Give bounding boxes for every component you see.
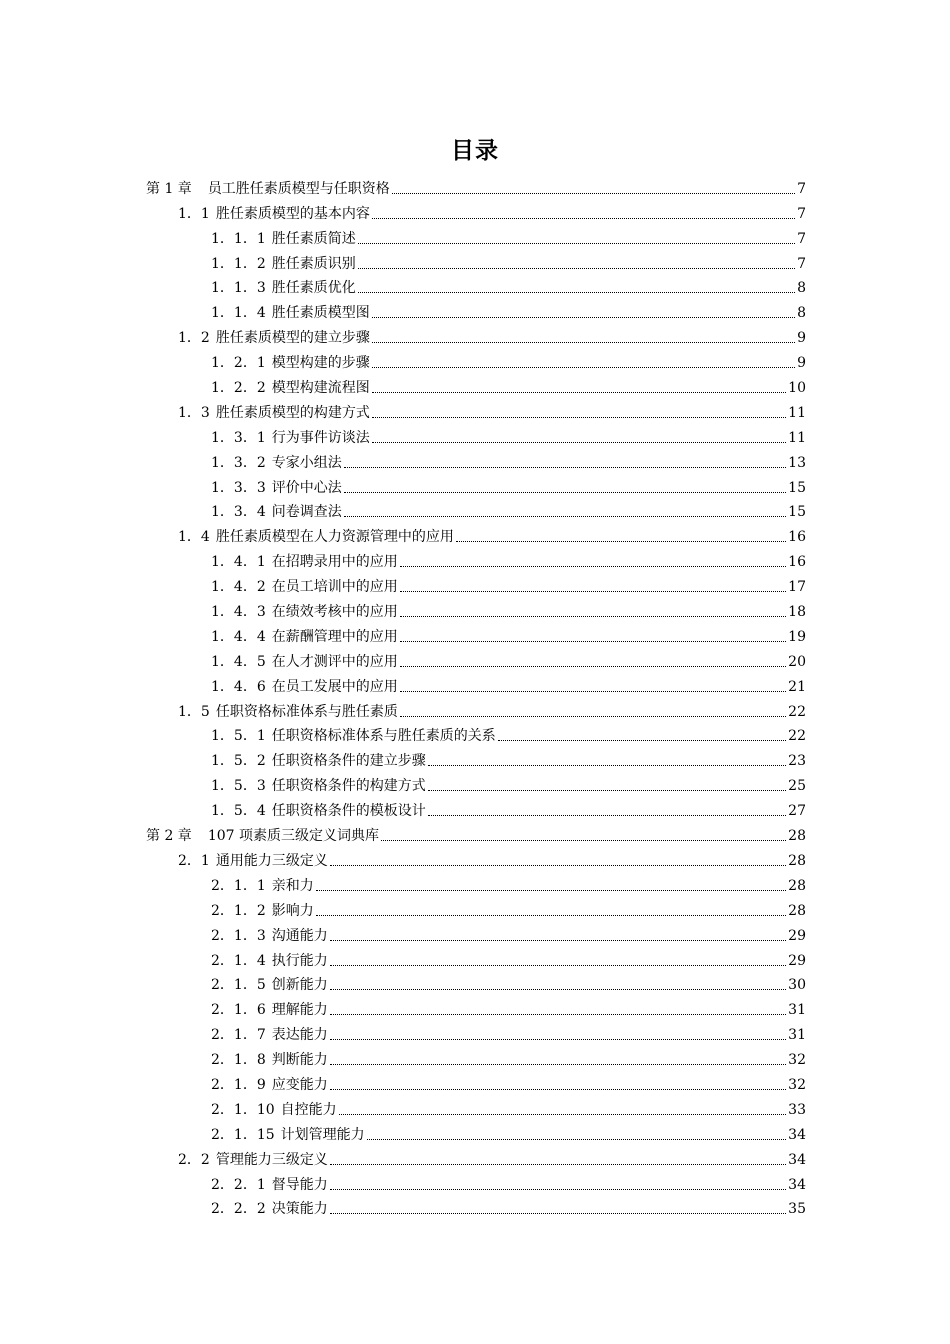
toc-page-number: 29 [788, 952, 806, 969]
toc-page-number: 9 [797, 355, 806, 372]
toc-entry-title: 任职资格条件的模板设计 [271, 803, 426, 820]
toc-subsection-entry[interactable] [0, 921, 950, 946]
toc-page-number: 34 [788, 1126, 806, 1143]
toc-entry-title: 督导能力 [271, 1176, 328, 1193]
toc-section-entry[interactable] [0, 199, 950, 224]
toc-dot-leader [372, 317, 795, 318]
toc-subsection-entry[interactable] [0, 298, 950, 323]
toc-entry-number: 1．1．3 [211, 280, 266, 297]
toc-page-number: 22 [788, 728, 806, 745]
toc-page-number: 28 [788, 828, 806, 845]
toc-entry-number: 2．1．3 [211, 927, 266, 944]
toc-entry-title: 判断能力 [271, 1052, 328, 1069]
toc-dot-leader [330, 1014, 786, 1015]
toc-entry-number: 1．1．2 [211, 255, 266, 272]
toc-dot-leader [358, 243, 795, 244]
toc-dot-leader [330, 989, 786, 990]
toc-entry-title: 在招聘录用中的应用 [271, 554, 398, 571]
toc-entry-title: 理解能力 [271, 1002, 328, 1019]
toc-dot-leader [344, 492, 786, 493]
toc-page-number: 7 [797, 180, 806, 197]
toc-subsection-entry[interactable] [0, 896, 950, 921]
toc-subsection-entry[interactable] [0, 373, 950, 398]
toc-page-number: 33 [788, 1101, 806, 1118]
toc-entry-number: 第 1 章 [146, 180, 192, 197]
toc-subsection-entry[interactable] [0, 647, 950, 672]
toc-page-number: 8 [797, 305, 806, 322]
toc-entry-title: 模型构建流程图 [271, 380, 370, 397]
toc-dot-leader [498, 740, 786, 741]
toc-dot-leader [381, 840, 786, 841]
toc-entry-number: 第 2 章 [146, 828, 192, 845]
toc-page-number: 31 [788, 1027, 806, 1044]
toc-entry-number: 2．2．1 [211, 1176, 266, 1193]
toc-entry-title: 沟通能力 [271, 927, 328, 944]
toc-subsection-entry[interactable] [0, 498, 950, 523]
toc-entry-title: 胜任素质模型在人力资源管理中的应用 [215, 529, 454, 546]
toc-entry-number: 1．4．6 [211, 678, 266, 695]
toc-dot-leader [367, 1139, 787, 1140]
toc-dot-leader [428, 765, 786, 766]
toc-page-number: 16 [788, 529, 806, 546]
toc-subsection-entry[interactable] [0, 473, 950, 498]
toc-subsection-entry[interactable] [0, 946, 950, 971]
toc-entry-title: 在绩效考核中的应用 [271, 604, 398, 621]
toc-entry-title: 计划管理能力 [280, 1126, 365, 1143]
toc-dot-leader [344, 516, 786, 517]
toc-page-number: 32 [788, 1076, 806, 1093]
toc-dot-leader [400, 566, 786, 567]
toc-page-number: 22 [788, 703, 806, 720]
toc-page-number: 23 [788, 753, 806, 770]
toc-entry-title: 模型构建的步骤 [271, 355, 370, 372]
toc-subsection-entry[interactable] [0, 722, 950, 747]
toc-subsection-entry[interactable] [0, 1095, 950, 1120]
toc-section-entry[interactable] [0, 846, 950, 871]
toc-entry-number: 1．4．5 [211, 653, 266, 670]
toc-dot-leader [330, 1064, 786, 1065]
toc-chapter-entry[interactable] [0, 821, 950, 846]
toc-entry-title: 任职资格标准体系与胜任素质的关系 [271, 728, 496, 745]
toc-dot-leader [372, 442, 786, 443]
toc-page-number: 7 [797, 230, 806, 247]
toc-subsection-entry[interactable] [0, 1070, 950, 1095]
toc-section-entry[interactable] [0, 398, 950, 423]
toc-subsection-entry[interactable] [0, 995, 950, 1020]
toc-entry-title: 胜任素质模型的建立步骤 [215, 330, 370, 347]
toc-page-number: 32 [788, 1052, 806, 1069]
toc-subsection-entry[interactable] [0, 249, 950, 274]
toc-subsection-entry[interactable] [0, 1170, 950, 1195]
toc-dot-leader [456, 541, 786, 542]
toc-entry-number: 2．1．6 [211, 1002, 266, 1019]
toc-dot-leader [330, 965, 786, 966]
toc-entry-number: 1．3．1 [211, 429, 266, 446]
toc-dot-leader [330, 865, 786, 866]
toc-page-number: 16 [788, 554, 806, 571]
toc-page-number: 15 [788, 504, 806, 521]
toc-dot-leader [400, 716, 786, 717]
toc-entry-number: 1．5．2 [211, 753, 266, 770]
toc-entry-number: 1．5．1 [211, 728, 266, 745]
toc-entry-number: 1．5．3 [211, 778, 266, 795]
toc-page-number: 30 [788, 977, 806, 994]
toc-page-number: 34 [788, 1176, 806, 1193]
toc-entry-title: 应变能力 [271, 1076, 328, 1093]
toc-page-number: 25 [788, 778, 806, 795]
toc-entry-title: 胜任素质识别 [271, 255, 356, 272]
toc-entry-title: 胜任素质模型的构建方式 [215, 404, 370, 421]
toc-subsection-entry[interactable] [0, 771, 950, 796]
toc-page-number: 7 [797, 205, 806, 222]
toc-section-entry[interactable] [0, 697, 950, 722]
toc-entry-number: 1．2．2 [211, 380, 266, 397]
toc-entry-number: 2．1．8 [211, 1052, 266, 1069]
toc-dot-leader [358, 292, 795, 293]
toc-section-entry[interactable] [0, 1145, 950, 1170]
toc-entry-title: 亲和力 [271, 877, 314, 894]
toc-entry-title: 表达能力 [271, 1027, 328, 1044]
toc-entry-number: 2．1 [178, 852, 210, 869]
toc-subsection-entry[interactable] [0, 547, 950, 572]
toc-dot-leader [316, 915, 786, 916]
toc-section-entry[interactable] [0, 522, 950, 547]
toc-subsection-entry[interactable] [0, 1020, 950, 1045]
toc-dot-leader [330, 1164, 786, 1165]
toc-entry-number: 1．3 [178, 404, 210, 421]
toc-entry-number: 2．2．2 [211, 1201, 266, 1218]
toc-subsection-entry[interactable] [0, 1120, 950, 1145]
toc-entry-number: 1．3．4 [211, 504, 266, 521]
toc-page-number: 15 [788, 479, 806, 496]
toc-entry-title: 影响力 [271, 902, 314, 919]
toc-page-number: 10 [788, 380, 806, 397]
toc-dot-leader [316, 890, 786, 891]
toc-page-number: 28 [788, 877, 806, 894]
toc-entry-title: 任职资格条件的构建方式 [271, 778, 426, 795]
toc-page-number: 7 [797, 255, 806, 272]
toc-entry-number: 1．2．1 [211, 355, 266, 372]
toc-entry-title: 胜任素质模型图 [271, 305, 370, 322]
toc-subsection-entry[interactable] [0, 423, 950, 448]
toc-entry-title: 执行能力 [271, 952, 328, 969]
toc-entry-title: 专家小组法 [271, 454, 342, 471]
toc-entry-title: 问卷调查法 [271, 504, 342, 521]
toc-dot-leader [400, 591, 786, 592]
toc-entry-title: 在员工发展中的应用 [271, 678, 398, 695]
toc-entry-title: 决策能力 [271, 1201, 328, 1218]
toc-subsection-entry[interactable] [0, 871, 950, 896]
toc-dot-leader [428, 815, 786, 816]
toc-subsection-entry[interactable] [0, 746, 950, 771]
toc-dot-leader [372, 367, 795, 368]
toc-entry-number: 1．2 [178, 330, 210, 347]
toc-page-number: 34 [788, 1151, 806, 1168]
toc-list [0, 174, 950, 1219]
toc-entry-number: 2．1．9 [211, 1076, 266, 1093]
toc-dot-leader [372, 417, 786, 418]
toc-entry-number: 2．1．4 [211, 952, 266, 969]
toc-entry-title: 任职资格标准体系与胜任素质 [215, 703, 398, 720]
toc-entry-title: 员工胜任素质模型与任职资格 [207, 180, 390, 197]
toc-entry-number: 1．4 [178, 529, 210, 546]
toc-dot-leader [372, 218, 795, 219]
toc-dot-leader [400, 666, 786, 667]
toc-entry-title: 107 项素质三级定义词典库 [207, 828, 379, 845]
toc-dot-leader [372, 342, 795, 343]
toc-entry-number: 1．1 [178, 205, 210, 222]
toc-subsection-entry[interactable] [0, 348, 950, 373]
toc-subsection-entry[interactable] [0, 622, 950, 647]
toc-page-number: 27 [788, 803, 806, 820]
toc-entry-title: 胜任素质优化 [271, 280, 356, 297]
toc-entry-number: 2．1．7 [211, 1027, 266, 1044]
toc-subsection-entry[interactable] [0, 1045, 950, 1070]
toc-page-number: 11 [788, 404, 806, 421]
toc-entry-title: 通用能力三级定义 [215, 852, 328, 869]
toc-entry-number: 1．5．4 [211, 803, 266, 820]
toc-dot-leader [330, 1039, 786, 1040]
toc-page-number: 28 [788, 902, 806, 919]
toc-entry-title: 胜任素质模型的基本内容 [215, 205, 370, 222]
toc-entry-number: 2．1．1 [211, 877, 266, 894]
toc-page-number: 28 [788, 852, 806, 869]
toc-entry-number: 1．1．4 [211, 305, 266, 322]
toc-dot-leader [339, 1114, 787, 1115]
toc-page-number: 9 [797, 330, 806, 347]
toc-entry-title: 管理能力三级定义 [215, 1151, 328, 1168]
toc-subsection-entry[interactable] [0, 572, 950, 597]
toc-entry-title: 胜任素质简述 [271, 230, 356, 247]
toc-dot-leader [330, 1213, 786, 1214]
toc-dot-leader [358, 268, 795, 269]
toc-dot-leader [372, 392, 786, 393]
toc-page-number: 8 [797, 280, 806, 297]
toc-dot-leader [330, 940, 786, 941]
toc-page-number: 35 [788, 1201, 806, 1218]
toc-entry-number: 1．5 [178, 703, 210, 720]
toc-entry-number: 2．2 [178, 1151, 210, 1168]
toc-dot-leader [330, 1189, 786, 1190]
toc-entry-number: 1．3．3 [211, 479, 266, 496]
toc-entry-title: 创新能力 [271, 977, 328, 994]
toc-subsection-entry[interactable] [0, 1195, 950, 1220]
toc-section-entry[interactable] [0, 323, 950, 348]
toc-entry-title: 在人才测评中的应用 [271, 653, 398, 670]
toc-page-number: 21 [788, 678, 806, 695]
toc-subsection-entry[interactable] [0, 971, 950, 996]
toc-entry-title: 在员工培训中的应用 [271, 579, 398, 596]
toc-entry-number: 1．4．2 [211, 579, 266, 596]
toc-entry-number: 2．1．15 [211, 1126, 275, 1143]
toc-entry-number: 1．3．2 [211, 454, 266, 471]
toc-entry-title: 自控能力 [280, 1101, 337, 1118]
toc-entry-title: 评价中心法 [271, 479, 342, 496]
toc-subsection-entry[interactable] [0, 448, 950, 473]
toc-entry-title: 在薪酬管理中的应用 [271, 628, 398, 645]
toc-subsection-entry[interactable] [0, 224, 950, 249]
toc-dot-leader [392, 193, 795, 194]
toc-entry-number: 1．4．3 [211, 604, 266, 621]
toc-title: 目录 [451, 138, 499, 164]
toc-chapter-entry[interactable] [0, 174, 950, 199]
toc-dot-leader [400, 616, 786, 617]
toc-dot-leader [428, 790, 786, 791]
toc-entry-title: 行为事件访谈法 [271, 429, 370, 446]
toc-page-number: 29 [788, 927, 806, 944]
toc-dot-leader [330, 1089, 786, 1090]
toc-page-number: 31 [788, 1002, 806, 1019]
toc-dot-leader [400, 641, 786, 642]
toc-page-number: 19 [788, 628, 806, 645]
toc-page-number: 13 [788, 454, 806, 471]
toc-page-number: 18 [788, 604, 806, 621]
toc-entry-number: 2．1．10 [211, 1101, 275, 1118]
toc-entry-number: 1．1．1 [211, 230, 266, 247]
toc-subsection-entry[interactable] [0, 597, 950, 622]
toc-subsection-entry[interactable] [0, 672, 950, 697]
toc-dot-leader [400, 691, 786, 692]
toc-subsection-entry[interactable] [0, 274, 950, 299]
toc-entry-number: 2．1．5 [211, 977, 266, 994]
toc-entry-number: 2．1．2 [211, 902, 266, 919]
toc-dot-leader [344, 467, 786, 468]
toc-page-number: 20 [788, 653, 806, 670]
toc-page-number: 17 [788, 579, 806, 596]
toc-page-number: 11 [788, 429, 806, 446]
toc-entry-title: 任职资格条件的建立步骤 [271, 753, 426, 770]
toc-entry-number: 1．4．1 [211, 554, 266, 571]
toc-entry-number: 1．4．4 [211, 628, 266, 645]
toc-subsection-entry[interactable] [0, 796, 950, 821]
